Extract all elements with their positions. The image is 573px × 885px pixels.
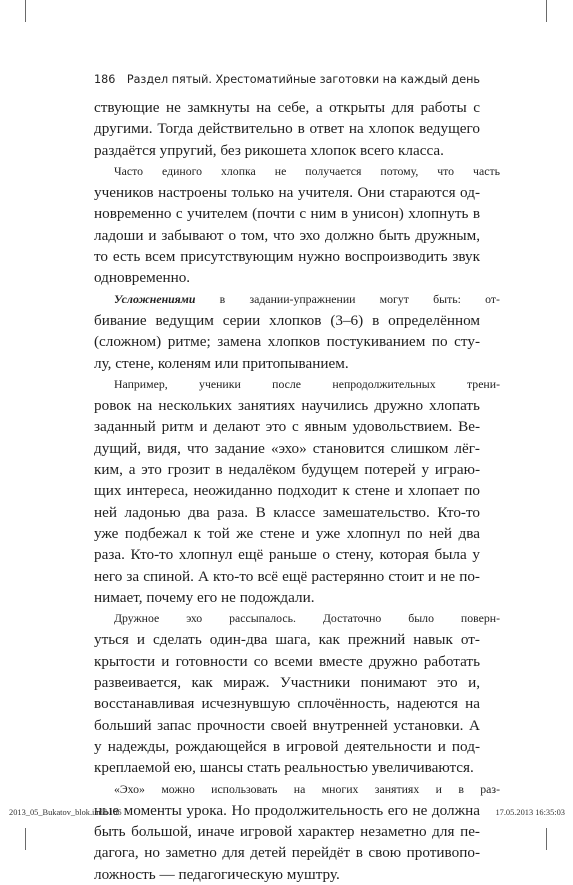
- text-line: уться и сделать один-два шага, как прежний навык от-: [94, 631, 480, 649]
- text-line: крытости и готовности со всеми вместе дружно работать: [94, 652, 480, 670]
- crop-mark-bottom-right: [546, 828, 547, 850]
- running-title: Раздел пятый. Хрестоматийные заготовки на каждый день: [126, 73, 480, 86]
- text-line: него за спиной. А кто-то всё ещё растерянно стоит и не по-: [94, 567, 480, 585]
- text-line: (сложном) ритме; замена хлопков постукиванием по сту-: [94, 333, 480, 351]
- paragraph-6: [94, 779, 500, 885]
- crop-mark-top-left: [25, 0, 26, 22]
- text-line: Дружное эхо рассыпалось. Достаточно было поверн-: [114, 611, 500, 626]
- text-line: ладоши и забывают о том, что эхо должно быть дружным,: [94, 226, 480, 244]
- text-line: заданный ритм и делают это с явным удовольствием. Ве-: [94, 418, 480, 436]
- text-line: уже подбежал к той же стене и уже хлопнул по ней два: [94, 524, 480, 542]
- text-line: [94, 289, 500, 310]
- page-body: [94, 97, 500, 885]
- paragraph-5: [94, 608, 500, 778]
- print-slug: [9, 808, 565, 817]
- text-line: дущий, видя, что задание «эхо» становится слишком лёг-: [94, 439, 480, 457]
- text-line: ствующие не замкнуты на себе, а открыты для работы с: [94, 99, 480, 116]
- text-line: креплаемой ею, шансы стать реальностью увеличиваются.: [94, 759, 474, 777]
- text-line: одновременно.: [94, 269, 191, 287]
- text-line: раздаётся упругий, без рикошета хлопок всего класса.: [94, 141, 444, 159]
- page-number: 186: [94, 73, 116, 86]
- paragraph-2: [94, 161, 500, 289]
- slug-file: 2013_05_Bukatov_blok.indd 186: [9, 808, 122, 817]
- text-line: Например, ученики после непродолжительных трени-: [114, 376, 500, 391]
- text-line: то есть всем присутствующим нужно воспроизводить звук: [94, 248, 480, 266]
- text-line: Часто единого хлопка не получается потому, что часть: [114, 163, 500, 178]
- text-line: быть большой, иначе игровой характер незаметно для пе-: [94, 823, 480, 841]
- text-line: новременно с учителем (почти с ним в унисон) хлопнуть в: [94, 205, 480, 223]
- text-line: больший запас прочности своей внутренней установки. А: [94, 716, 480, 734]
- text-line: развеивается, как мираж. Участники понимают это и,: [94, 674, 480, 692]
- text-line: лу, стене, коленям или притопыванием.: [94, 354, 349, 372]
- text-line: другими. Тогда действительно в ответ на хлопок ведущего: [94, 120, 480, 138]
- text-line: дагога, но заметно для детей перейдёт в свою противопо-: [94, 844, 480, 862]
- paragraph-4: [94, 374, 500, 608]
- paragraph-3: [94, 289, 500, 374]
- text-line: бивание ведущим серии хлопков (3–6) в определённом: [94, 311, 480, 329]
- text-line: ровок на нескольких занятиях научились дружно хлопать: [94, 397, 480, 415]
- text-line: восстанавливая исчезнувшую сплочённость, надеются на: [94, 695, 480, 713]
- text-line: ким, а это грозит в недалёком будущем потерей у играю-: [94, 461, 480, 479]
- crop-mark-bottom-left: [25, 828, 26, 850]
- crop-mark-top-right: [546, 0, 547, 22]
- emphasis-term: Усложнениями: [114, 291, 196, 306]
- text-line: ней ладонью два раза. В классе замешательство. Кто-то: [94, 503, 480, 521]
- text-line: учеников настроены только на учителя. Они стараются од-: [94, 184, 480, 202]
- text-fragment: в задании-упражнении могут быть: от-: [195, 291, 500, 306]
- text-line: ложность — педагогическую муштру.: [94, 865, 340, 883]
- slug-timestamp: 17.05.2013 16:35:03: [495, 808, 565, 817]
- text-line: нимает, почему его не подождали.: [94, 588, 315, 606]
- text-line: ные моменты урока. Но продолжительность его не должна: [94, 801, 480, 819]
- text-line: раза. Кто-то хлопнул ещё раньше о стену, которая была у: [94, 546, 480, 564]
- paragraph-1: [94, 97, 480, 161]
- text-line: у надежды, рождающейся в игровой деятельности и под-: [94, 737, 480, 755]
- text-line: «Эхо» можно использовать на многих занятиях и в раз-: [114, 781, 500, 796]
- text-line: щих интереса, неожиданно подходит к стене и хлопает по: [94, 482, 480, 500]
